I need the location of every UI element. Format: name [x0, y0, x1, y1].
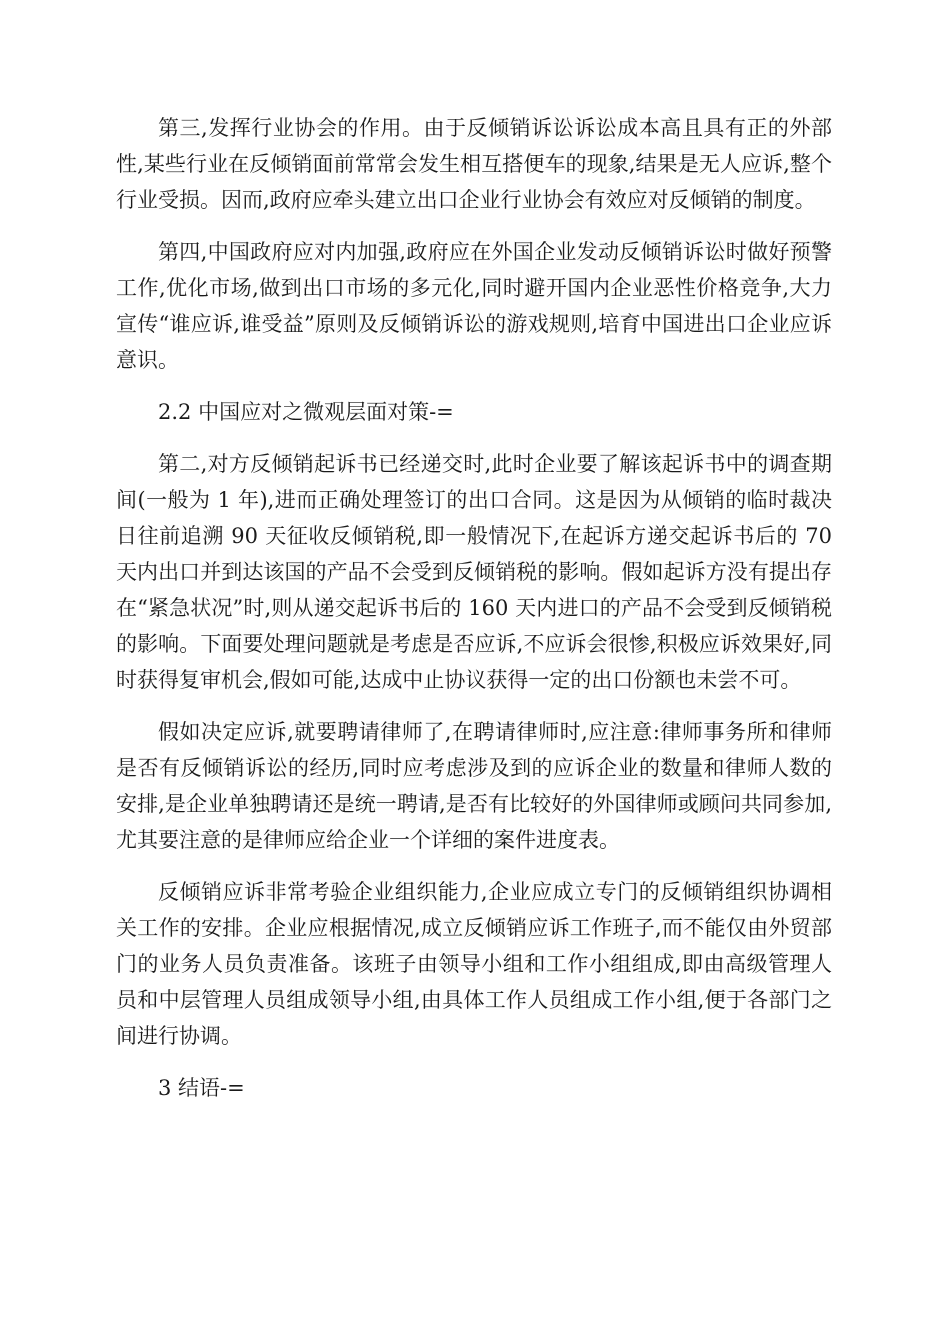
document-page	[116, 110, 832, 1122]
paragraph-industry-association: 第三,发挥行业协会的作用。由于反倾销诉讼诉讼成本高且具有正的外部性,某些行业在反倾销面前常常会发生相互搭便车的现象,结果是无人应诉,整个行业受损。因而,政府应牵头建立出口企业行业协会有效应对反倾销的制度。	[116, 116, 832, 212]
paragraph-complaint-filed: 第二,对方反倾销起诉书已经递交时,此时企业要了解该起诉书中的调查期间(一般为 1 年),进而正确处理签订的出口合同。这是因为从倾销的临时裁决日往前追溯 90 天征收反倾销税,即一般情况下,在起诉方递交起诉书后的 70 天内出口并到达该国的产品不会受到反倾销税的影响。假如起诉方没有提出存在“紧急状况”时,则从递交起诉书后的 160 天内进口的产品不会受到反倾销税的影响。下面要处理问题就是考虑是否应诉,不应诉会很惨,积极应诉效果好,同时获得复审机会,假如可能,达成中止协议获得一定的出口份额也未尝不可。	[116, 452, 832, 692]
paragraph-hiring-lawyers: 假如决定应诉,就要聘请律师了,在聘请律师时,应注意:律师事务所和律师是否有反倾销诉讼的经历,同时应考虑涉及到的应诉企业的数量和律师人数的安排,是企业单独聘请还是统一聘请,是否有比较好的外国律师或顾问共同参加,尤其要注意的是律师应给企业一个详细的案件进度表。	[116, 720, 832, 852]
paragraph-organization: 反倾销应诉非常考验企业组织能力,企业应成立专门的反倾销组织协调相关工作的安排。企业应根据情况,成立反倾销应诉工作班子,而不能仅由外贸部门的业务人员负责准备。该班子由领导小组和工作小组组成,即由高级管理人员和中层管理人员组成领导小组,由具体工作人员组成工作小组,便于各部门之间进行协调。	[116, 880, 832, 1048]
section-heading-micro-countermeasures: 2.2 中国应对之微观层面对策-=	[158, 400, 454, 424]
paragraph-government-measures: 第四,中国政府应对内加强,政府应在外国企业发动反倾销诉讼时做好预警工作,优化市场,做到出口市场的多元化,同时避开国内企业恶性价格竞争,大力宣传“谁应诉,谁受益”原则及反倾销诉讼的游戏规则,培育中国进出口企业应诉意识。	[116, 240, 832, 372]
section-heading-conclusion: 3 结语-=	[158, 1076, 245, 1100]
